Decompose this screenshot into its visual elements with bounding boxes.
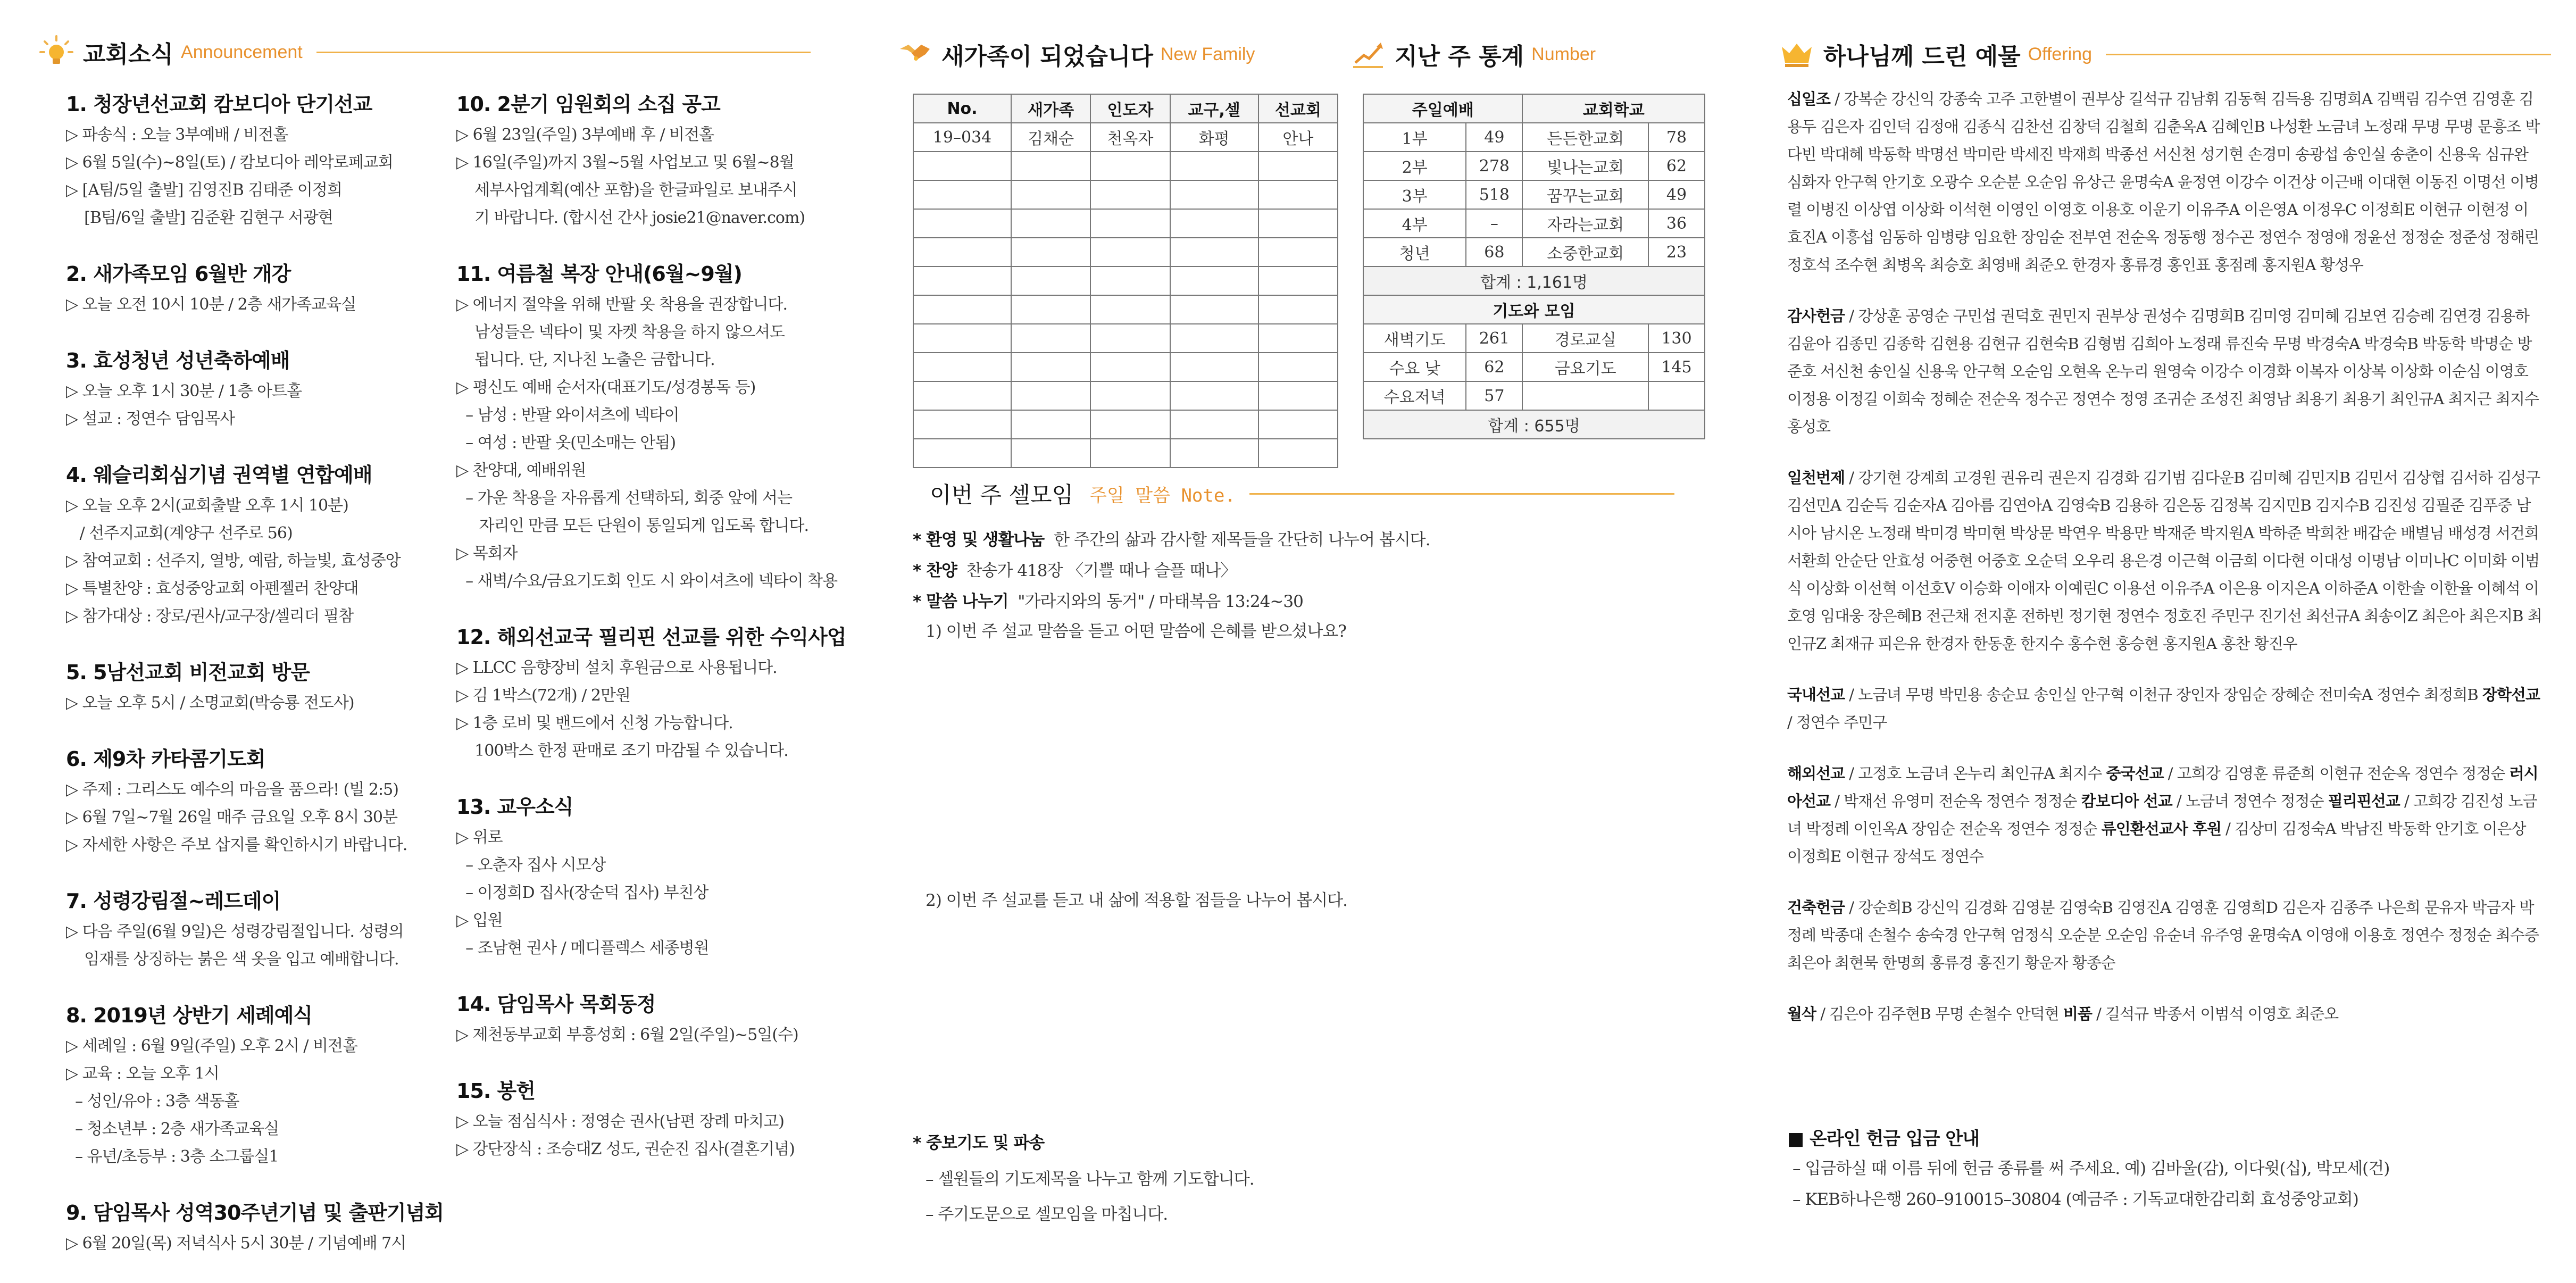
announce-item-line: ▷ 에너지 절약을 위해 반팔 옷 착용을 권장합니다. [456, 295, 787, 314]
announce-item-title: 10. 2분기 임원회의 소집 공고 [456, 93, 720, 116]
empty-cell [1011, 238, 1090, 266]
offering-names: / 고희강 김진성 노금녀 박정례 이인옥A 장임순 전순옥 정연수 정정순 [1787, 792, 2537, 838]
table-row [1363, 353, 1705, 381]
announce-title: 교회소식 [83, 41, 174, 68]
stats-cell: 36 [1648, 209, 1705, 238]
handshake-icon [898, 37, 932, 71]
announce-item-title: 6. 제9차 카타콤기도회 [66, 747, 265, 771]
stats-cell: 4부 [1363, 209, 1466, 238]
offering-category: 장학선교 [2482, 686, 2540, 704]
stats-cell: 청년 [1363, 238, 1466, 266]
empty-cell [1011, 353, 1090, 381]
stats-cell: 49 [1648, 180, 1705, 209]
table-row [1363, 209, 1705, 238]
chart-rise-icon [1351, 37, 1385, 71]
offering-names: / 노금녀 정연수 정정순 [2172, 792, 2328, 810]
table-row [1363, 238, 1705, 266]
announce-item-line: ▷ 김 1박스(72개) / 2만원 [456, 686, 630, 705]
empty-cell [1011, 152, 1090, 180]
offering-category: 월삭 [1787, 1005, 1816, 1023]
announce-item-line: ▷ 강단장식 : 조승대Z 성도, 권순진 집사(결혼기념) [456, 1140, 795, 1159]
announce-item-line: 남성들은 넥타이 및 자켓 착용을 하지 않으셔도 [456, 323, 785, 341]
announce-item-title: 5. 5남선교회 비전교회 방문 [66, 661, 310, 684]
empty-cell [1258, 439, 1338, 468]
announce-item-line: – 오춘자 집사 시모상 [456, 856, 606, 874]
announce-item-line: 100박스 한정 판매로 조기 마감될 수 있습니다. [456, 742, 788, 760]
announce-item [66, 88, 460, 232]
cell-welcome-label: * 환영 및 생활나눔 [913, 530, 1045, 549]
newfamily-title: 새가족이 되었습니다 [941, 43, 1153, 70]
table-row [1363, 324, 1705, 353]
announce-item-line: ▷ 세례일 : 6월 9일(주일) 오후 2시 / 비전홀 [66, 1037, 357, 1055]
announce-item-line: ▷ 오늘 점심식사 : 정영순 권사(남편 장례 마치고) [456, 1112, 784, 1131]
stats-total-1: 합계 : 1,161명 [1363, 266, 1705, 295]
empty-cell [1258, 410, 1338, 439]
announce-item [456, 88, 861, 232]
announce-item-line: ▷ 오늘 오후 1시 30분 / 1층 아트홀 [66, 382, 302, 401]
announce-item [66, 743, 460, 859]
offering-block [1787, 302, 2542, 440]
announce-item-title: 8. 2019년 상반기 세례예식 [66, 1004, 312, 1027]
announce-en: Announcement [181, 41, 303, 62]
announce-item-line: ▷ 오늘 오후 2시(교회출발 오후 1시 10분) [66, 496, 348, 515]
empty-cell [1090, 324, 1170, 353]
empty-cell [1011, 324, 1090, 353]
table-row [1363, 180, 1705, 209]
nf-name: 김채순 [1011, 123, 1090, 152]
empty-cell [913, 324, 1011, 353]
stats-cell: 518 [1466, 180, 1522, 209]
announce-item [456, 988, 861, 1049]
stats-cell [1522, 381, 1648, 410]
stats-cell: 빛나는교회 [1522, 152, 1648, 180]
empty-cell [1170, 266, 1258, 295]
empty-cell [1258, 353, 1338, 381]
cell-word-text: "가라지와의 동거" / 마태복음 13:24~30 [1018, 592, 1303, 611]
empty-cell [1170, 295, 1258, 324]
table-row [1363, 152, 1705, 180]
cell-prayer-2: – 주기도문으로 셀모임을 마칩니다. [926, 1205, 1168, 1224]
nf-no: 19–034 [913, 123, 1011, 152]
stats-cell: 57 [1466, 381, 1522, 410]
announce-item [66, 999, 460, 1171]
empty-cell [913, 209, 1011, 238]
offering-list [1787, 85, 2542, 1051]
empty-cell [913, 295, 1011, 324]
empty-cell [1011, 439, 1090, 468]
empty-cell [1170, 209, 1258, 238]
offering-block [1787, 1000, 2542, 1028]
stats-cell: 145 [1648, 353, 1705, 381]
offering-block [1787, 681, 2542, 736]
offering-category: 필리핀선교 [2328, 792, 2400, 810]
table-row [913, 123, 1338, 152]
announce-header [39, 31, 811, 73]
offering-category: 십일조 [1787, 90, 1831, 108]
stats-h-school: 교회학교 [1522, 94, 1705, 123]
nf-h-mission: 선교회 [1258, 94, 1338, 123]
stats-total-2: 합계 : 655명 [1363, 410, 1705, 439]
table-row [1363, 123, 1705, 152]
lightbulb-icon [39, 35, 73, 69]
announce-item-title: 9. 담임목사 성역30주년기념 및 출판기념회 [66, 1201, 444, 1224]
announce-item [66, 459, 460, 630]
nf-mission: 안나 [1258, 123, 1338, 152]
empty-cell [1258, 180, 1338, 209]
offering-names: / 강순희B 강신익 김경화 김영분 김영숙B 김영진A 김영훈 김영희D 김은자 김종주 나은희 문유자 박금자 박정례 박종대 손철수 송숙경 안구혁 엄정식 오순분 오순임 유순녀 유주영 윤명숙A 이영애 이용호 정연수 정정순 최수증 최은아 최현묵 한명희 홍류경 홍진기 황운자 황종순 [1787, 898, 2539, 972]
announce-item-line: 기 바랍니다. (합시선 간사 josie21@naver.com) [456, 209, 805, 227]
cell-question-1: 1) 이번 주 설교 말씀을 듣고 어떤 말씀에 은혜를 받으셨나요? [926, 622, 1346, 641]
newfamily-header [898, 33, 1334, 76]
offering-names: / 정연수 주민구 [1787, 713, 1887, 731]
stats-cell: 23 [1648, 238, 1705, 266]
empty-cell [913, 353, 1011, 381]
cell-line-praise [913, 556, 1236, 585]
offering-category: 감사헌금 [1787, 307, 1845, 325]
table-row [913, 238, 1338, 266]
table-row [913, 410, 1338, 439]
empty-cell [1258, 266, 1338, 295]
online-line-1: – 입금하실 때 이름 뒤에 헌금 종류를 써 주세요. 예) 김바울(감), 이다윗(십), 박모세(건) [1793, 1159, 2390, 1178]
cell-header [930, 472, 1674, 515]
cell-rule [1249, 493, 1674, 495]
announce-item [66, 257, 460, 319]
announce-item-line: ▷ 오늘 오후 5시 / 소명교회(박승룡 전도사) [66, 694, 354, 712]
empty-cell [1170, 324, 1258, 353]
announce-item-line: ▷ 위로 [456, 828, 503, 847]
offering-block [1787, 464, 2542, 657]
announce-item [66, 344, 460, 433]
empty-cell [1258, 381, 1338, 410]
announce-item-line: ▷ 입원 [456, 911, 503, 930]
announce-item-line: ▷ 주제 : 그리스도 예수의 마음을 품으라! (빌 2:5) [66, 780, 398, 799]
empty-cell [1090, 439, 1170, 468]
newfamily-header-row [913, 94, 1338, 123]
empty-cell [1090, 266, 1170, 295]
empty-cell [1011, 381, 1090, 410]
nf-h-name: 새가족 [1011, 94, 1090, 123]
announce-item-line: ▷ 교육 : 오늘 오후 1시 [66, 1064, 219, 1083]
offering-names: / 고희강 김영훈 류준희 이현규 전순옥 정연수 정정순 [2163, 764, 2510, 782]
stats-cell [1648, 381, 1705, 410]
stats-cell: 261 [1466, 324, 1522, 353]
announce-item-line: 세부사업계획(예산 포함)을 한글파일로 보내주시 [456, 181, 797, 199]
announce-item-line: – 여성 : 반팔 옷(민소매는 안됨) [456, 434, 676, 452]
announce-item-title: 15. 봉헌 [456, 1079, 535, 1103]
announce-item-line: ▷ LLCC 음향장비 설치 후원금으로 사용됩니다. [456, 659, 777, 677]
announce-item-line: ▷ 찬양대, 예배위원 [456, 461, 586, 480]
stats-cell: 경로교실 [1522, 324, 1648, 353]
empty-cell [1090, 180, 1170, 209]
announce-item-line: ▷ 참여교회 : 선주지, 열방, 예람, 하늘빛, 효성중앙 [66, 552, 401, 570]
empty-cell [913, 266, 1011, 295]
announce-item-line: ▷ 6월 23일(주일) 3부예배 후 / 비전홀 [456, 126, 714, 144]
empty-cell [1011, 266, 1090, 295]
stats-cell: 소중한교회 [1522, 238, 1648, 266]
empty-cell [1170, 381, 1258, 410]
nf-h-guide: 인도자 [1090, 94, 1170, 123]
cell-welcome-text: 한 주간의 삶과 감사할 제목들을 간단히 나누어 봅시다. [1053, 530, 1430, 549]
offering-names: / 강기현 강계희 고경원 권유리 권은지 김경화 김기범 김다운B 김미혜 김민지B 김민서 김상협 김서하 김성구 김선민A 김순득 김순자A 김아름 김연아A 김영숙B 김용하 김은동 김정복 김지민B 김지수B 김진성 김필준 김푸중 남시아 남시온 노정래 박미경 박미현 박상문 박연우 박용만 박재준 박지원A 박하준 박희찬 배갑순 배별님 배성경 서건희 서환희 안순단 안효성 어중현 어중호 오순덕 오우리 용은경 이근혁 이금희 이다현 이대성 이명남 이미나C 이미화 이범식 이상화 이선혁 이선호V 이승화 이애자 이예린C 이용선 이유주A 이은용 이지은A 이하준A 이한솔 이한율 이혜석 이호영 임대웅 장은혜B 전근채 전지훈 전하빈 정기현 정연수 정호진 주민구 진기선 최선규A 최송이Z 최은아 최은지B 최인규Z 최재규 피은유 한경자 한동훈 한지수 홍수현 홍승현 홍지원A 홍찬 황진우 [1787, 469, 2542, 653]
announce-item-title: 2. 새가족모임 6월반 개강 [66, 262, 291, 286]
table-row [913, 209, 1338, 238]
offering-names: / 강상훈 공영순 구민섭 권덕호 권민지 권부상 권성수 김명희B 김미영 김미혜 김보연 김승례 김연경 김용하 김윤아 김종민 김종학 김현용 김현규 김현숙B 김형범 김희아 노정래 류진숙 무명 박경숙A 박경숙B 박동학 박명순 방준호 서신천 송인실 신용욱 안구혁 오순임 오현옥 온누리 원영숙 이강수 이경화 이복자 이상복 이상화 이순심 이영호 이정용 이정길 이희숙 정혜순 전순옥 정수곤 정연수 정영 조귀순 조성진 최영남 최용기 최용기 최인규A 최지근 최지수 홍성호 [1787, 307, 2539, 436]
announce-rule [316, 52, 811, 53]
stats-en: Number [1531, 44, 1596, 64]
announce-item-line: ▷ 참가대상 : 장로/권사/교구장/셀리더 필참 [66, 607, 354, 626]
online-title [1787, 1124, 1979, 1153]
stats-header [1351, 33, 1691, 76]
offering-title: 하나님께 드린 예물 [1823, 43, 2021, 70]
empty-cell [913, 439, 1011, 468]
announce-item [456, 1074, 861, 1163]
empty-cell [1090, 353, 1170, 381]
announce-left-column [66, 88, 460, 1283]
online-title-text: ■ 온라인 헌금 입금 안내 [1787, 1128, 1980, 1149]
empty-cell [1258, 152, 1338, 180]
stats-cell: 130 [1648, 324, 1705, 353]
empty-cell [1170, 439, 1258, 468]
announce-item [456, 621, 861, 765]
cell-line-prayer [913, 1129, 1044, 1157]
empty-cell [913, 410, 1011, 439]
empty-cell [913, 180, 1011, 209]
announce-item-title: 4. 웨슬리회심기념 권역별 연합예배 [66, 463, 372, 487]
stats-cell: 수요저녁 [1363, 381, 1466, 410]
announce-item-line: ▷ 6월 20일(목) 저녁식사 5시 30분 / 기념예배 7시 [66, 1234, 406, 1253]
table-row [913, 295, 1338, 324]
announce-item [66, 885, 460, 973]
table-row [913, 353, 1338, 381]
announce-item-line: [B팀/6일 출발] 김준환 김현구 서광현 [66, 209, 333, 227]
announce-item-line: ▷ [A팀/5일 출발] 김영진B 김태준 이정희 [66, 181, 342, 199]
empty-cell [1090, 152, 1170, 180]
stats-cell: 2부 [1363, 152, 1466, 180]
stats-cell: 수요 낮 [1363, 353, 1466, 381]
announce-item-title: 14. 담임목사 목회동정 [456, 993, 656, 1016]
online-line-2: – KEB하나은행 260–910015–30804 (예금주 : 기독교대한감리회 효성중앙교회) [1793, 1190, 2358, 1209]
announce-item [66, 1196, 460, 1257]
empty-cell [1170, 180, 1258, 209]
empty-cell [913, 381, 1011, 410]
announce-item-line: – 청소년부 : 2층 새가족교육실 [66, 1120, 279, 1138]
announce-item-line: – 이정희D 집사(장순덕 집사) 부친상 [456, 884, 708, 902]
offering-names: / 박재선 유영미 전순옥 정연수 정정순 [1830, 792, 2081, 810]
empty-cell [1170, 410, 1258, 439]
nf-h-no: No. [913, 94, 1011, 123]
empty-cell [1090, 295, 1170, 324]
empty-cell [1258, 295, 1338, 324]
stats-cell: – [1466, 209, 1522, 238]
announce-item-title: 7. 성령강림절~레드데이 [66, 889, 281, 913]
announce-item-title: 13. 교우소식 [456, 795, 573, 819]
announce-item-title: 11. 여름철 복장 안내(6월~9월) [456, 262, 742, 286]
stats-h-prayer: 기도와 모임 [1363, 295, 1705, 324]
nf-cell: 화평 [1170, 123, 1258, 152]
empty-cell [1011, 410, 1090, 439]
stats-cell: 278 [1466, 152, 1522, 180]
announce-item-line: ▷ 특별찬양 : 효성중앙교회 아펜젤러 찬양대 [66, 579, 359, 598]
table-row [1363, 381, 1705, 410]
offering-names: / 강복순 강신익 강종숙 고주 고한별이 권부상 길석규 김남휘 김동혁 김득용 김명희A 김백림 김수연 김영훈 김용두 김은자 김인덕 김정애 김종식 김찬선 김창덕 김철희 김춘옥A 김혜인B 나성환 노금녀 노정래 무명 무명 문흥조 박다빈 박대혜 박동학 박명선 박미란 박세진 박재희 박종선 서신천 성기현 손경미 송광섭 송인실 송춘이 신용욱 심규완 심화자 안구혁 안기호 오광수 오순분 오순임 유상근 윤명숙A 윤정연 이강수 이건상 이근배 이대현 이동진 이명선 이병렬 이병진 이상엽 이상화 이석현 이영인 이영호 이용호 이운기 이유주A 이은영A 이정우C 이정희E 이현규 이현정 이효진A 이흥섭 임동하 임병량 임요한 장임순 전부연 전순옥 정동행 정수곤 정연수 정영애 정윤선 정정순 정준성 정해린 정호석 조수현 최병옥 최승호 최영배 최준오 한경자 홍류경 홍인표 홍점례 홍지원A 황성우 [1787, 90, 2540, 274]
offering-block [1787, 760, 2542, 870]
table-row [913, 152, 1338, 180]
announce-item-line: ▷ 자세한 사항은 주보 삽지를 확인하시기 바랍니다. [66, 836, 407, 854]
stats-cell: 3부 [1363, 180, 1466, 209]
announce-item-line: 자리인 만큼 모든 단원이 통일되게 입도록 합니다. [456, 516, 809, 535]
cell-en: 주일 말씀 Note. [1089, 485, 1236, 506]
offering-names: / 김상미 김정숙A 박남진 박동학 안기호 이은상 이정희E 이현규 장석도 정연수 [1787, 820, 2526, 865]
table-row [913, 180, 1338, 209]
announce-item-line: ▷ 목회자 [456, 544, 518, 563]
stats-cell: 62 [1648, 152, 1705, 180]
announce-item [456, 790, 861, 962]
announce-item-line: / 선주지교회(계양구 선주로 56) [66, 524, 293, 543]
announce-item-line: ▷ 1층 로비 및 밴드에서 신청 가능합니다. [456, 714, 733, 732]
stats-cell: 49 [1466, 123, 1522, 152]
offering-category: 일천번제 [1787, 469, 1845, 487]
announce-item-line: ▷ 6월 5일(수)~8일(토) / 캄보디아 레악로페교회 [66, 153, 393, 172]
cell-line-word [913, 587, 1303, 616]
newfamily-en: New Family [1160, 44, 1255, 64]
announce-item-line: 됩니다. 단, 지나친 노출은 금합니다. [456, 351, 715, 369]
stats-title: 지난 주 통계 [1395, 43, 1524, 70]
newfamily-table [913, 94, 1338, 468]
empty-cell [1170, 152, 1258, 180]
empty-cell [1011, 209, 1090, 238]
offering-category: 국내선교 [1787, 686, 1845, 704]
cell-title: 이번 주 셀모임 [930, 482, 1074, 508]
announce-item [456, 257, 861, 595]
announce-item-title: 1. 청장년선교회 캄보디아 단기선교 [66, 93, 372, 116]
offering-category: 해외선교 [1787, 764, 1845, 782]
announce-item-line: – 가운 착용을 자유롭게 선택하되, 회중 앞에 서는 [456, 489, 792, 507]
announce-item-title: 12. 해외선교국 필리핀 선교를 위한 수익사업 [456, 626, 846, 649]
table-row [913, 381, 1338, 410]
cell-question-2: 2) 이번 주 설교를 듣고 내 삶에 적용할 점들을 나누어 봅시다. [926, 891, 1347, 910]
table-row [913, 439, 1338, 468]
nf-h-cell: 교구,셀 [1170, 94, 1258, 123]
offering-names: / 길석규 박종서 이범석 이영호 최준오 [2091, 1005, 2339, 1023]
announce-item-line: – 새벽/수요/금요기도회 인도 시 와이셔츠에 넥타이 착용 [456, 572, 838, 590]
stats-cell: 68 [1466, 238, 1522, 266]
empty-cell [1090, 381, 1170, 410]
table-row [913, 324, 1338, 353]
stats-table [1363, 94, 1705, 439]
crown-icon [1780, 37, 1814, 71]
stats-cell: 든든한교회 [1522, 123, 1648, 152]
offering-names: / 김은아 김주현B 무명 손철수 안덕현 [1816, 1005, 2063, 1023]
stats-cell: 1부 [1363, 123, 1466, 152]
nf-guide: 천옥자 [1090, 123, 1170, 152]
offering-rule [2106, 54, 2551, 55]
stats-cell: 자라는교회 [1522, 209, 1648, 238]
offering-category: 건축헌금 [1787, 898, 1845, 917]
announce-item-line: – 유년/초등부 : 3층 소그룹실1 [66, 1147, 279, 1166]
offering-category: 러시아선교 [1787, 764, 2538, 810]
empty-cell [1090, 238, 1170, 266]
announce-item-line: ▷ 파송식 : 오늘 3부예배 / 비전홀 [66, 126, 288, 144]
announce-item-line: ▷ 설교 : 정연수 담임목사 [66, 410, 235, 428]
announce-item-line: – 성인/유아 : 3층 색동홀 [66, 1092, 239, 1111]
announce-item-title: 3. 효성청년 성년축하예배 [66, 349, 290, 372]
empty-cell [1258, 324, 1338, 353]
empty-cell [1090, 209, 1170, 238]
empty-cell [913, 238, 1011, 266]
announce-item-line: ▷ 다음 주일(6월 9일)은 성령강림절입니다. 성령의 [66, 922, 404, 941]
empty-cell [1011, 295, 1090, 324]
empty-cell [1011, 180, 1090, 209]
announce-item-line: 임재를 상징하는 붉은 색 옷을 입고 예배합니다. [66, 950, 399, 969]
empty-cell [1090, 410, 1170, 439]
empty-cell [1258, 209, 1338, 238]
offering-names: / 고정호 노금녀 온누리 최인규A 최지수 [1845, 764, 2106, 782]
stats-cell: 새벽기도 [1363, 324, 1466, 353]
announce-right-column [456, 88, 861, 1189]
cell-word-label: * 말씀 나누기 [913, 592, 1008, 611]
stats-cell: 꿈꾸는교회 [1522, 180, 1648, 209]
announce-item-line: ▷ 평신도 예배 순서자(대표기도/성경봉독 등) [456, 378, 756, 397]
offering-category: 캄보디아 선교 [2081, 792, 2172, 810]
offering-en: Offering [2028, 44, 2092, 64]
announce-item-line: ▷ 16일(주일)까지 3월~5월 사업보고 및 6월~8월 [456, 153, 794, 172]
cell-prayer-1: – 셀원들의 기도제목을 나누고 함께 기도합니다. [926, 1170, 1254, 1189]
announce-item-line: ▷ 오늘 오전 10시 10분 / 2층 새가족교육실 [66, 295, 356, 314]
announce-item [66, 656, 460, 717]
announce-item-line: – 남성 : 반팔 와이셔츠에 넥타이 [456, 406, 679, 424]
stats-cell: 금요기도 [1522, 353, 1648, 381]
cell-line-welcome [913, 526, 1430, 554]
offering-names: / 노금녀 무명 박민용 송순묘 송인실 안구혁 이천규 장인자 장임순 장혜순 전미숙A 정연수 최정희B [1845, 686, 2482, 704]
stats-cell: 78 [1648, 123, 1705, 152]
empty-cell [913, 152, 1011, 180]
offering-block [1787, 85, 2542, 279]
stats-h-worship: 주일예배 [1363, 94, 1522, 123]
announce-item-line: ▷ 제천동부교회 부흥성회 : 6월 2일(주일)~5일(수) [456, 1026, 798, 1044]
empty-cell [1258, 238, 1338, 266]
offering-header [1780, 33, 2551, 76]
offering-category: 류인환선교사 후원 [2101, 820, 2221, 838]
stats-header-row [1363, 94, 1705, 123]
cell-praise-label: * 찬양 [913, 561, 957, 580]
offering-category: 비품 [2063, 1005, 2092, 1023]
announce-item-line: ▷ 6월 7일~7월 26일 매주 금요일 오후 8시 30분 [66, 808, 397, 827]
cell-praise-text: 찬송가 418장 〈기쁠 때나 슬플 때나〉 [966, 561, 1237, 580]
offering-block [1787, 894, 2542, 977]
cell-prayer-label: * 중보기도 및 파송 [913, 1134, 1045, 1153]
table-row [913, 266, 1338, 295]
offering-category: 중국선교 [2106, 764, 2164, 782]
announce-item-line: – 조남현 권사 / 메디플렉스 세종병원 [456, 939, 709, 957]
stats-cell: 62 [1466, 353, 1522, 381]
empty-cell [1170, 353, 1258, 381]
empty-cell [1170, 238, 1258, 266]
